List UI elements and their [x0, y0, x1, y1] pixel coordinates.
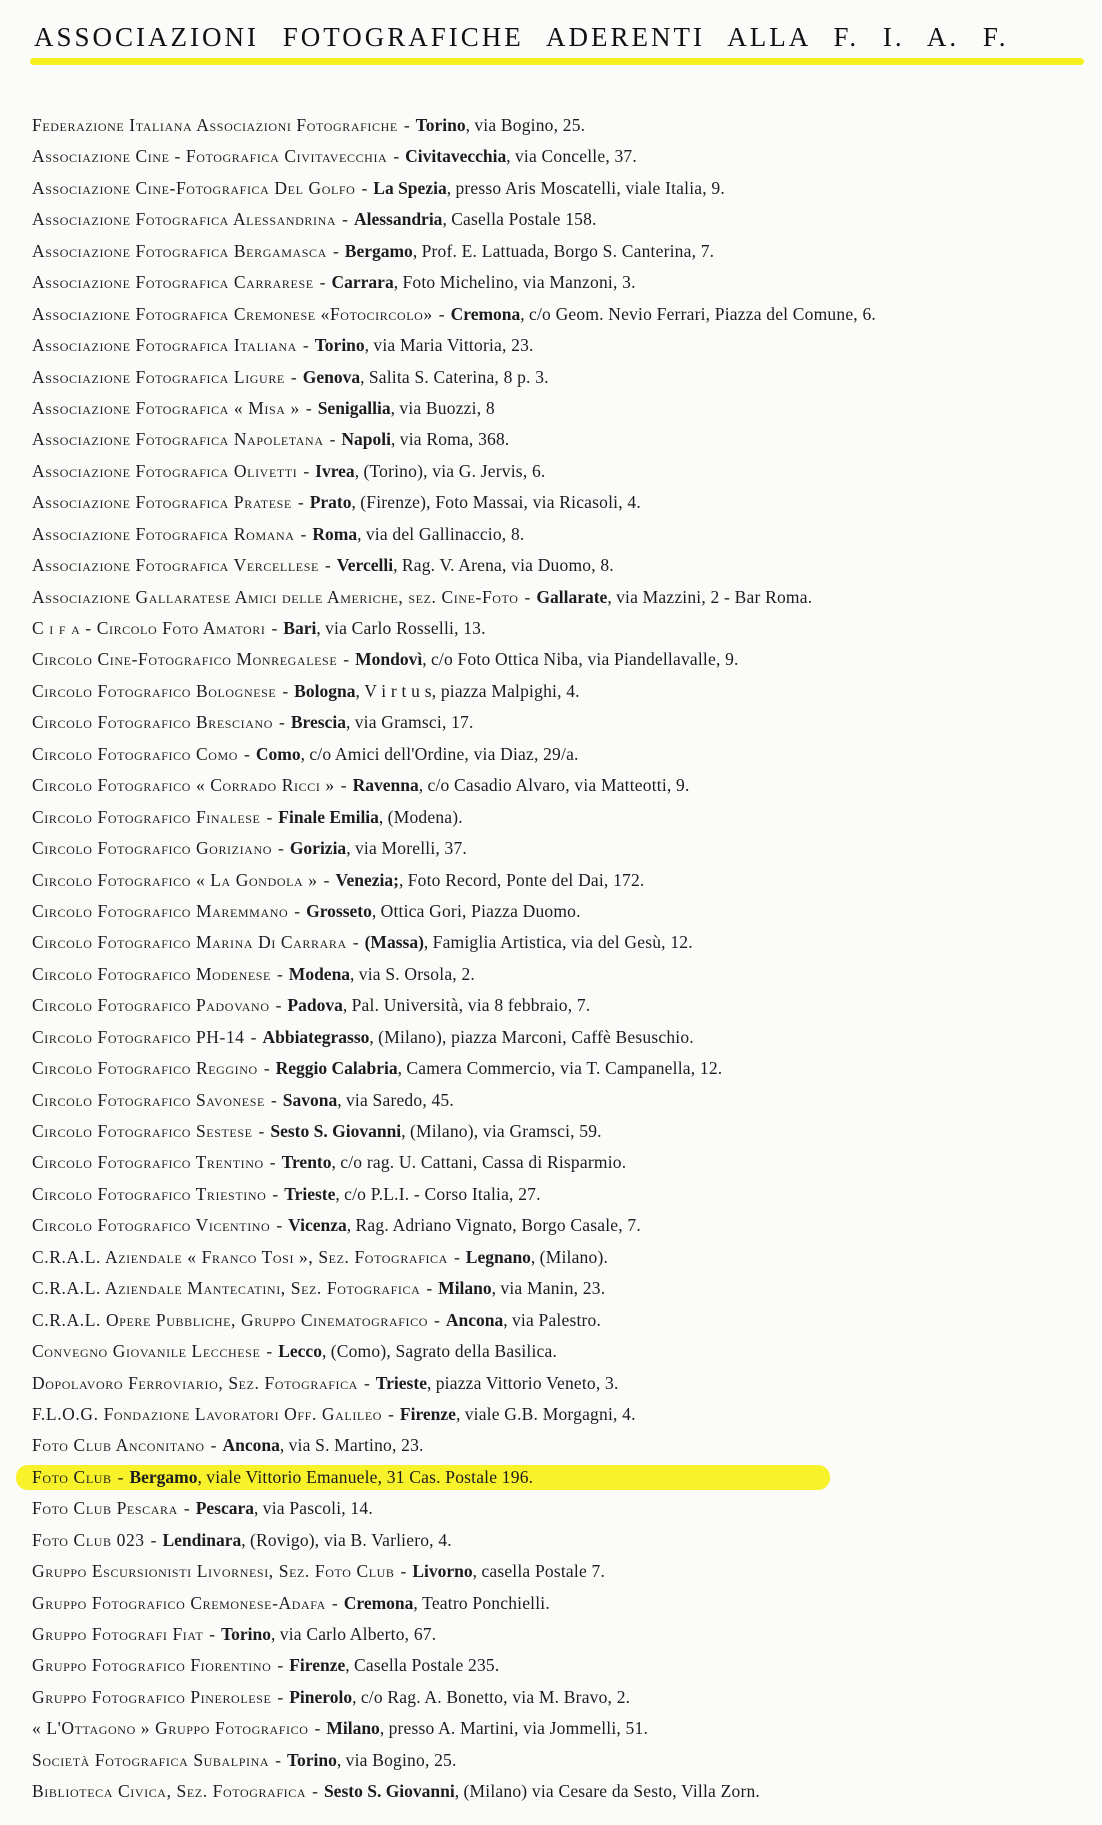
- list-item: C.R.A.L. Aziendale Mantecatini, Sez. Fotografica - Milano, via Manin, 23.: [32, 1278, 606, 1299]
- city-name: Civitavecchia: [405, 146, 507, 167]
- association-name: Associazione Fotografica Bergamasca: [32, 240, 327, 261]
- city-name: Pinerolo: [289, 1686, 353, 1707]
- address: via Gramsci, 17.: [354, 712, 474, 733]
- list-item: C.R.A.L. Aziendale « Franco Tosi », Sez. Fotografica - Legnano, (Milano).: [32, 1246, 609, 1267]
- city-name: Savona: [282, 1089, 338, 1110]
- association-name: Circolo Fotografico Vicentino: [32, 1215, 271, 1236]
- list-item: Associazione Fotografica Alessandrina - Alessandria, Casella Postale 158.: [32, 209, 597, 230]
- city-name: Roma: [312, 523, 358, 544]
- address: via Mazzini, 2 - Bar Roma.: [616, 586, 813, 607]
- list-item: Associazione Fotografica Napoletana - Napoli, via Roma, 368.: [32, 429, 510, 450]
- address: via Roma, 368.: [399, 429, 510, 450]
- separator-dash: -: [258, 1121, 265, 1141]
- address: viale G.B. Morgagni, 4.: [464, 1403, 636, 1424]
- list-item: Circolo Fotografico Reggino - Reggio Calabria, Camera Commercio, via T. Campanella, 12.: [32, 1058, 723, 1079]
- separator-dash: -: [183, 1498, 190, 1519]
- association-name: Circolo Fotografico Padovano: [32, 995, 270, 1016]
- separator-dash: -: [352, 932, 359, 953]
- city-name: Firenze: [289, 1655, 346, 1676]
- city-name: Lecco: [278, 1341, 322, 1362]
- list-item: Federazione Italiana Associazioni Fotografiche - Torino, via Bogino, 25.: [32, 115, 586, 135]
- city-name: Como: [255, 743, 301, 764]
- separator-dash: -: [250, 1026, 257, 1047]
- association-name: Dopolavoro Ferroviario, Sez. Fotografica: [32, 1372, 358, 1393]
- city-name: Prato: [309, 492, 352, 513]
- city-name: Finale Emilia: [278, 806, 379, 827]
- association-name: Associazione Fotografica Carrarese: [32, 272, 314, 293]
- separator-dash: -: [276, 963, 283, 984]
- list-item: Associazione Fotografica Vercellese - Vercelli, Rag. V. Arena, via Duomo, 8.: [32, 555, 614, 576]
- list-item: Circolo Fotografico Como - Como, c/o Amici dell'Ordine, via Diaz, 29/a.: [32, 743, 579, 764]
- list-item: Gruppo Fotografico Cremonese-Adafa - Cremona, Teatro Ponchielli.: [32, 1592, 550, 1613]
- separator-dash: -: [282, 680, 289, 701]
- address: V i r t u s, piazza Malpighi, 4.: [364, 680, 580, 701]
- city-name: Legnano: [465, 1246, 531, 1267]
- association-name: Circolo Fotografico Modenese: [32, 963, 271, 984]
- separator-dash: -: [361, 177, 368, 198]
- separator-dash: -: [363, 1372, 370, 1393]
- association-name: Associazione Fotografica Pratese: [32, 492, 292, 513]
- list-item: Circolo Fotografico Trentino - Trento, c/o rag. U. Cattani, Cassa di Risparmio.: [32, 1152, 627, 1173]
- list-item: Associazione Fotografica « Misa » - Senigallia, via Buozzi, 8: [32, 397, 495, 418]
- list-item: Associazione Gallaratese Amici delle Americhe, sez. Cine-Foto - Gallarate, via Mazzini, 2 - Bar Roma.: [32, 586, 813, 607]
- association-name: Circolo Fotografico Reggino: [32, 1058, 258, 1079]
- city-name: La Spezia: [373, 177, 447, 198]
- address: (Torino), via G. Jervis, 6.: [363, 460, 546, 481]
- separator-dash: -: [271, 618, 278, 638]
- separator-dash: -: [426, 1278, 433, 1299]
- city-name: Cremona: [343, 1592, 414, 1613]
- address: Ottica Gori, Piazza Duomo.: [380, 900, 581, 921]
- list-item: Gruppo Escursionisti Livornesi, Sez. Foto Club - Livorno, casella Postale 7.: [32, 1561, 606, 1582]
- address: c/o Rag. A. Bonetto, via M. Bravo, 2.: [360, 1686, 631, 1707]
- city-name: Ancona: [222, 1435, 280, 1456]
- association-name: Associazione Fotografica Cremonese «Fotocircolo»: [32, 303, 433, 324]
- city-name: Grosseto: [306, 900, 372, 921]
- list-item: Foto Club Pescara - Pescara, via Pascoli, 14.: [32, 1498, 373, 1519]
- address: casella Postale 7.: [481, 1561, 606, 1582]
- association-name: Associazione Fotografica « Misa »: [32, 397, 300, 418]
- address: via Concelle, 37.: [514, 146, 637, 167]
- association-name: Gruppo Fotografico Pinerolese: [32, 1686, 272, 1707]
- city-name: Torino: [221, 1624, 272, 1644]
- city-name: Trento: [281, 1152, 332, 1173]
- city-name: Bari: [283, 618, 317, 638]
- city-name: Bergamo: [129, 1466, 198, 1487]
- separator-dash: -: [388, 1403, 394, 1424]
- city-name: Bologna: [294, 680, 356, 701]
- separator-dash: -: [302, 335, 309, 356]
- city-name: Genova: [302, 366, 361, 387]
- association-name: Circolo Fotografico Sestese: [32, 1121, 253, 1141]
- city-name: Trieste: [375, 1372, 427, 1393]
- list-item: Circolo Fotografico « La Gondola » - Venezia;, Foto Record, Ponte del Dai, 172.: [32, 869, 645, 890]
- association-name: C.R.A.L. Opere Pubbliche, Gruppo Cinematografico: [32, 1309, 429, 1330]
- address: Pal. Università, via 8 febbraio, 7.: [351, 995, 591, 1016]
- list-item: Gruppo Fotografico Fiorentino - Firenze, Casella Postale 235.: [32, 1655, 500, 1676]
- address: via del Gallinaccio, 8.: [365, 523, 525, 544]
- city-name: Ravenna: [352, 775, 419, 796]
- list-item: Associazione Cine - Fotografica Civitavecchia - Civitavecchia, via Concelle, 37.: [32, 146, 637, 167]
- list-item: Gruppo Fotografi Fiat - Torino, via Carlo Alberto, 67.: [32, 1624, 437, 1644]
- city-name: Gallarate: [536, 586, 608, 607]
- list-item: Associazione Fotografica Cremonese «Fotocircolo» - Cremona, c/o Geom. Nevio Ferrari, Piazza del Comune, 6.: [32, 303, 876, 324]
- address: c/o Amici dell'Ordine, via Diaz, 29/a.: [309, 743, 579, 764]
- city-name: Milano: [438, 1278, 492, 1299]
- city-name: Napoli: [341, 429, 392, 450]
- list-item: F.L.O.G. Fondazione Lavoratori Off. Galileo - Firenze, viale G.B. Morgagni, 4.: [32, 1403, 636, 1424]
- list-item: Associazione Fotografica Carrarese - Carrara, Foto Michelino, via Manzoni, 3.: [32, 272, 636, 293]
- association-name: Circolo Fotografico Savonese: [32, 1089, 265, 1110]
- list-item: C i f a - Circolo Foto Amatori - Bari, via Carlo Rosselli, 13.: [32, 618, 486, 638]
- separator-dash: -: [314, 1718, 321, 1739]
- separator-dash: -: [266, 806, 273, 827]
- association-name: Foto Club: [32, 1466, 112, 1487]
- address: via Buozzi, 8: [399, 397, 495, 418]
- separator-dash: -: [270, 1089, 277, 1110]
- separator-dash: -: [263, 1058, 270, 1079]
- list-item: Circolo Fotografico Vicentino - Vicenza, Rag. Adriano Vignato, Borgo Casale, 7.: [32, 1215, 641, 1236]
- address: c/o rag. U. Cattani, Cassa di Risparmio.: [340, 1152, 627, 1173]
- city-name: Vercelli: [336, 555, 394, 576]
- list-item: Circolo Fotografico PH-14 - Abbiategrasso, (Milano), piazza Marconi, Caffè Besuschio.: [32, 1026, 694, 1047]
- separator-dash: -: [400, 1561, 407, 1582]
- address: via Maria Vittoria, 23.: [373, 335, 534, 356]
- association-name: Circolo Fotografico Bolognese: [32, 680, 277, 701]
- association-name: Associazione Gallaratese Amici delle Americhe, sez. Cine-Foto: [32, 586, 519, 607]
- list-item: Circolo Fotografico Bolognese - Bologna, V i r t u s, piazza Malpighi, 4.: [32, 680, 580, 701]
- list-item: Circolo Fotografico Modenese - Modena, via S. Orsola, 2.: [32, 963, 475, 984]
- association-name: Circolo Fotografico Trentino: [32, 1152, 264, 1173]
- address: c/o Foto Ottica Niba, via Piandellavalle, 9.: [430, 649, 739, 670]
- address: Foto Michelino, via Manzoni, 3.: [402, 272, 636, 293]
- city-name: Torino: [286, 1749, 337, 1770]
- address: Casella Postale 158.: [451, 209, 597, 230]
- association-name: Circolo Fotografico « Corrado Ricci »: [32, 775, 335, 796]
- association-name: Gruppo Fotografico Fiorentino: [32, 1655, 272, 1676]
- address: via Morelli, 37.: [354, 838, 468, 859]
- separator-dash: -: [277, 838, 284, 859]
- separator-dash: -: [244, 743, 250, 764]
- association-name: Società Fotografica Subalpina: [32, 1749, 270, 1770]
- address: (Como), Sagrato della Basilica.: [330, 1341, 558, 1362]
- list-item: Foto Club 023 - Lendinara, (Rovigo), via B. Varliero, 4.: [32, 1529, 452, 1550]
- separator-dash: -: [277, 1686, 284, 1707]
- association-name: Federazione Italiana Associazioni Fotografiche: [32, 115, 398, 135]
- association-name: Foto Club Pescara: [32, 1498, 178, 1519]
- association-name: Circolo Fotografico « La Gondola »: [32, 869, 318, 890]
- city-name: Trieste: [284, 1183, 336, 1204]
- list-item: Associazione Fotografica Romana - Roma, via del Gallinaccio, 8.: [32, 523, 525, 544]
- separator-dash: -: [300, 523, 307, 544]
- association-name: « L'Ottagono » Gruppo Fotografico: [32, 1718, 309, 1739]
- address: (Milano), piazza Marconi, Caffè Besuschio.: [378, 1026, 694, 1047]
- address: via Palestro.: [511, 1309, 602, 1330]
- page-title: ASSOCIAZIONI FOTOGRAFICHE ADERENTI ALLA F. I. A. F.: [34, 22, 1009, 52]
- city-name: Milano: [326, 1718, 380, 1739]
- list-item: Circolo Fotografico Finalese - Finale Emilia, (Modena).: [32, 806, 463, 827]
- city-name: Mondovì: [355, 649, 423, 670]
- city-name: Cremona: [450, 303, 521, 324]
- separator-dash: -: [305, 397, 312, 418]
- separator-dash: -: [332, 240, 339, 261]
- address: Prof. E. Lattuada, Borgo S. Canterina, 7.: [421, 240, 715, 261]
- separator-dash: -: [319, 272, 326, 293]
- association-name: Associazione Cine-Fotografica Del Golfo: [32, 177, 356, 198]
- association-name: Gruppo Escursionisti Livornesi, Sez. Foto Club: [32, 1561, 395, 1582]
- address: (Milano), via Gramsci, 59.: [409, 1121, 602, 1141]
- city-name: Carrara: [331, 272, 394, 293]
- city-name: Ancona: [445, 1309, 504, 1330]
- address: via Bogino, 25.: [345, 1749, 457, 1770]
- separator-dash: -: [276, 1215, 283, 1236]
- city-name: Reggio Calabria: [275, 1058, 398, 1079]
- list-item: Dopolavoro Ferroviario, Sez. Fotografica - Trieste, piazza Vittorio Veneto, 3.: [32, 1372, 619, 1393]
- association-name: Circolo Fotografico Maremmano: [32, 900, 289, 921]
- city-name: Abbiategrasso: [262, 1026, 370, 1047]
- address: (Firenze), Foto Massai, via Ricasoli, 4.: [360, 492, 641, 513]
- address: via Saredo, 45.: [345, 1089, 454, 1110]
- association-name: Associazione Fotografica Alessandrina: [32, 209, 337, 230]
- separator-dash: -: [323, 869, 330, 890]
- address: Foto Record, Ponte del Dai, 172.: [407, 869, 645, 890]
- association-name: Associazione Fotografica Napoletana: [32, 429, 324, 450]
- address: c/o Geom. Nevio Ferrari, Piazza del Comune, 6.: [529, 303, 876, 324]
- separator-dash: -: [342, 209, 348, 230]
- list-item: Circolo Fotografico Maremmano - Grosseto, Ottica Gori, Piazza Duomo.: [32, 900, 581, 921]
- association-name: Circolo Fotografico Bresciano: [32, 712, 274, 733]
- address: piazza Vittorio Veneto, 3.: [435, 1372, 619, 1393]
- city-name: Sesto S. Giovanni: [323, 1781, 455, 1802]
- address: presso Aris Moscatelli, viale Italia, 9.: [455, 177, 725, 198]
- association-name: Foto Club Anconitano: [32, 1435, 205, 1456]
- city-name: Venezia;: [335, 869, 399, 890]
- association-list: [32, 110, 1092, 1808]
- separator-dash: -: [524, 586, 531, 607]
- association-name: Associazione Fotografica Olivetti: [32, 460, 298, 481]
- address: Camera Commercio, via T. Campanella, 12.: [406, 1058, 723, 1079]
- city-name: Livorno: [412, 1561, 473, 1582]
- address: via S. Orsola, 2.: [358, 963, 475, 984]
- association-name: Circolo Fotografico Finalese: [32, 806, 261, 827]
- address: Famiglia Artistica, via del Gesù, 12.: [432, 932, 693, 953]
- address: via Carlo Rosselli, 13.: [325, 618, 486, 638]
- separator-dash: -: [269, 1152, 276, 1173]
- association-name: Circolo Fotografico Triestino: [32, 1183, 267, 1204]
- association-name: Foto Club 023: [32, 1529, 145, 1550]
- address: (Milano).: [539, 1246, 609, 1267]
- association-name: C i f a - Circolo Foto Amatori: [32, 618, 266, 638]
- list-item: Biblioteca Civica, Sez. Fotografica - Sesto S. Giovanni, (Milano) via Cesare da Sesto, Villa Zorn.: [32, 1781, 760, 1802]
- address: viale Vittorio Emanuele, 31 Cas. Postale 196.: [206, 1466, 534, 1487]
- address: c/o P.L.I. - Corso Italia, 27.: [344, 1183, 541, 1204]
- list-item: Circolo Fotografico Bresciano - Brescia, via Gramsci, 17.: [32, 712, 474, 733]
- separator-dash: -: [290, 366, 297, 387]
- association-name: Associazione Fotografica Ligure: [32, 366, 285, 387]
- address: via Carlo Alberto, 67.: [279, 1624, 437, 1644]
- city-name: Firenze: [399, 1403, 456, 1424]
- list-item: « L'Ottagono » Gruppo Fotografico - Milano, presso A. Martini, via Jommelli, 51.: [32, 1718, 649, 1739]
- list-item: Circolo Fotografico Goriziano - Gorizia, via Morelli, 37.: [32, 838, 468, 859]
- city-name: (Massa): [364, 932, 424, 953]
- separator-dash: -: [403, 115, 410, 135]
- separator-dash: -: [393, 146, 400, 167]
- separator-dash: -: [329, 429, 336, 450]
- address: Salita S. Caterina, 8 p. 3.: [368, 366, 549, 387]
- address: Casella Postale 235.: [354, 1655, 500, 1676]
- city-name: Bergamo: [344, 240, 413, 261]
- separator-dash: -: [324, 555, 331, 576]
- list-item-highlighted: Foto Club - Bergamo, viale Vittorio Emanuele, 31 Cas. Postale 196.: [32, 1462, 1092, 1493]
- city-name: Torino: [415, 115, 466, 135]
- address: via S. Martino, 23.: [288, 1435, 424, 1456]
- separator-dash: -: [279, 712, 285, 733]
- association-name: Circolo Fotografico Goriziano: [32, 838, 272, 859]
- separator-dash: -: [275, 995, 282, 1016]
- separator-dash: -: [312, 1781, 318, 1802]
- address: Rag. V. Arena, via Duomo, 8.: [401, 555, 614, 576]
- address: via Bogino, 25.: [474, 115, 586, 135]
- city-name: Lendinara: [162, 1529, 242, 1550]
- list-item: Circolo Fotografico Sestese - Sesto S. Giovanni, (Milano), via Gramsci, 59.: [32, 1121, 602, 1141]
- separator-dash: -: [294, 900, 301, 921]
- association-name: Circolo Cine-Fotografico Monregalese: [32, 649, 338, 670]
- list-item: Circolo Cine-Fotografico Monregalese - Mondovì, c/o Foto Ottica Niba, via Piandellavalle, 9.: [32, 649, 739, 670]
- city-name: Pescara: [195, 1498, 255, 1519]
- city-name: Vicenza: [288, 1215, 347, 1236]
- list-item: Circolo Fotografico Marina Di Carrara - (Massa), Famiglia Artistica, via del Gesù, 12.: [32, 932, 693, 953]
- association-name: Gruppo Fotografi Fiat: [32, 1624, 204, 1644]
- list-item: Gruppo Fotografico Pinerolese - Pinerolo, c/o Rag. A. Bonetto, via M. Bravo, 2.: [32, 1686, 631, 1707]
- association-name: F.L.O.G. Fondazione Lavoratori Off. Galileo: [32, 1403, 383, 1424]
- address: presso A. Martini, via Jommelli, 51.: [388, 1718, 649, 1739]
- city-name: Padova: [287, 995, 343, 1016]
- separator-dash: -: [340, 775, 347, 796]
- city-name: Sesto S. Giovanni: [270, 1121, 402, 1141]
- address: via Manin, 23.: [500, 1278, 606, 1299]
- association-name: Associazione Fotografica Romana: [32, 523, 295, 544]
- address: Teatro Ponchielli.: [422, 1592, 550, 1613]
- list-item: Circolo Fotografico Savonese - Savona, via Saredo, 45.: [32, 1089, 454, 1110]
- list-item: Associazione Cine-Fotografica Del Golfo - La Spezia, presso Aris Moscatelli, viale Italia, 9.: [32, 177, 725, 198]
- address: (Rovigo), via B. Varliero, 4.: [250, 1529, 452, 1550]
- list-item: Circolo Fotografico Triestino - Trieste, c/o P.L.I. - Corso Italia, 27.: [32, 1183, 541, 1204]
- separator-dash: -: [331, 1592, 338, 1613]
- address: (Modena).: [387, 806, 463, 827]
- separator-dash: -: [117, 1466, 124, 1487]
- association-name: Gruppo Fotografico Cremonese-Adafa: [32, 1592, 326, 1613]
- list-item: Circolo Fotografico « Corrado Ricci » - Ravenna, c/o Casadio Alvaro, via Matteotti, 9.: [32, 775, 690, 796]
- list-item: Foto Club Anconitano - Ancona, via S. Martino, 23.: [32, 1435, 424, 1456]
- association-name: Circolo Fotografico Como: [32, 743, 239, 764]
- city-name: Modena: [288, 963, 351, 984]
- separator-dash: -: [343, 649, 350, 670]
- separator-dash: -: [266, 1341, 273, 1362]
- list-item: Convegno Giovanile Lecchese - Lecco, (Como), Sagrato della Basilica.: [32, 1341, 558, 1362]
- city-name: Senigallia: [317, 397, 391, 418]
- separator-dash: -: [209, 1624, 216, 1644]
- separator-dash: -: [277, 1655, 284, 1676]
- association-name: Associazione Fotografica Italiana: [32, 335, 297, 356]
- association-name: C.R.A.L. Aziendale « Franco Tosi », Sez. Fotografica: [32, 1246, 448, 1267]
- association-name: Circolo Fotografico PH-14: [32, 1026, 245, 1047]
- address: c/o Casadio Alvaro, via Matteotti, 9.: [427, 775, 690, 796]
- list-item: Società Fotografica Subalpina - Torino, via Bogino, 25.: [32, 1749, 457, 1770]
- separator-dash: -: [434, 1309, 440, 1330]
- separator-dash: -: [275, 1749, 281, 1770]
- address: via Pascoli, 14.: [262, 1498, 373, 1519]
- list-item: Circolo Fotografico Padovano - Padova, Pal. Università, via 8 febbraio, 7.: [32, 995, 591, 1016]
- list-item: Associazione Fotografica Bergamasca - Bergamo, Prof. E. Lattuada, Borgo S. Canterina, 7.: [32, 240, 715, 261]
- address: (Milano) via Cesare da Sesto, Villa Zorn.: [463, 1781, 760, 1802]
- association-name: Biblioteca Civica, Sez. Fotografica: [32, 1781, 307, 1802]
- city-name: Gorizia: [289, 838, 347, 859]
- association-name: Associazione Cine - Fotografica Civitavecchia: [32, 146, 388, 167]
- separator-dash: -: [150, 1529, 157, 1550]
- association-name: C.R.A.L. Aziendale Mantecatini, Sez. Fotografica: [32, 1278, 421, 1299]
- separator-dash: -: [453, 1246, 460, 1267]
- association-name: Circolo Fotografico Marina Di Carrara: [32, 932, 347, 953]
- separator-dash: -: [272, 1183, 279, 1204]
- list-item: Associazione Fotografica Italiana - Torino, via Maria Vittoria, 23.: [32, 335, 534, 356]
- separator-dash: -: [438, 303, 445, 324]
- city-name: Torino: [314, 335, 365, 356]
- city-name: Brescia: [290, 712, 346, 733]
- city-name: Alessandria: [353, 209, 443, 230]
- association-name: Convegno Giovanile Lecchese: [32, 1341, 261, 1362]
- address: Rag. Adriano Vignato, Borgo Casale, 7.: [355, 1215, 641, 1236]
- association-name: Associazione Fotografica Vercellese: [32, 555, 319, 576]
- city-name: Ivrea: [315, 460, 355, 481]
- list-item: Associazione Fotografica Olivetti - Ivrea, (Torino), via G. Jervis, 6.: [32, 460, 546, 481]
- title-highlight-underline: [30, 58, 1084, 65]
- separator-dash: -: [210, 1435, 217, 1456]
- list-item: Associazione Fotografica Ligure - Genova, Salita S. Caterina, 8 p. 3.: [32, 366, 549, 387]
- separator-dash: -: [297, 492, 304, 513]
- separator-dash: -: [303, 460, 310, 481]
- list-item: C.R.A.L. Opere Pubbliche, Gruppo Cinematografico - Ancona, via Palestro.: [32, 1309, 602, 1330]
- list-item: Associazione Fotografica Pratese - Prato, (Firenze), Foto Massai, via Ricasoli, 4.: [32, 492, 641, 513]
